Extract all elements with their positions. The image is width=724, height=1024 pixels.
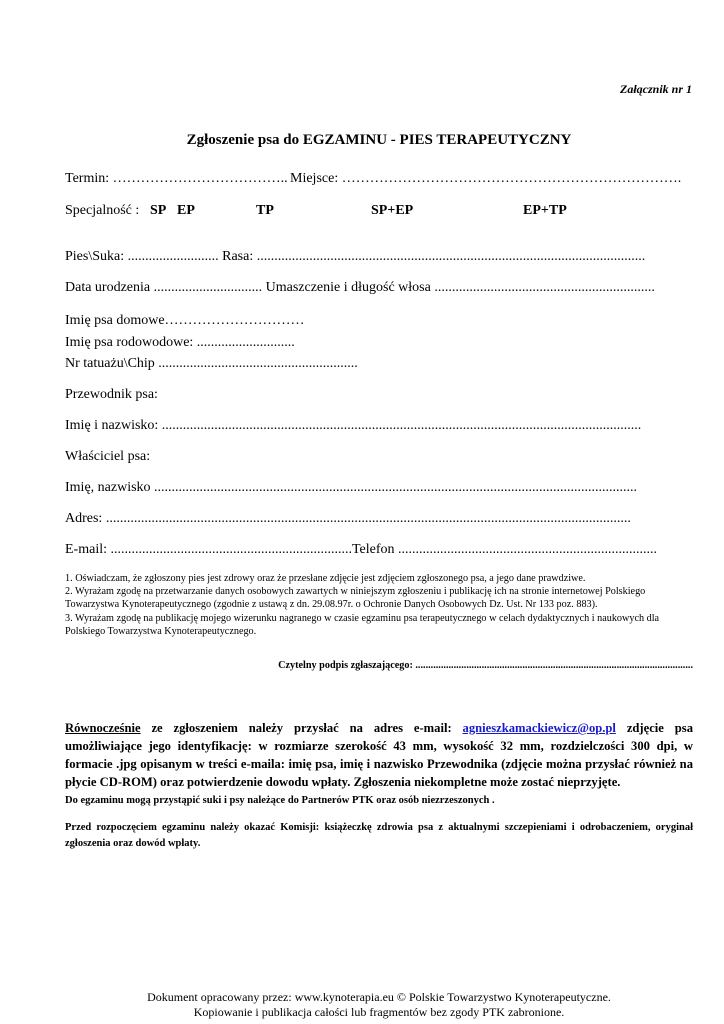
imie-rodowodowe-field[interactable]: Imię psa rodowodowe: ............................ bbox=[65, 335, 295, 350]
spec-option-sp-ep[interactable]: SP+EP bbox=[371, 203, 414, 218]
spec-option-sp[interactable]: SP bbox=[150, 203, 167, 218]
miejsce-field[interactable]: Miejsce: ………………………………………………………………. bbox=[290, 171, 682, 186]
termin-field[interactable]: Termin: ……………………………….. bbox=[65, 171, 288, 186]
przewodnik-label: Przewodnik psa: bbox=[65, 387, 158, 402]
spec-option-ep[interactable]: EP bbox=[177, 203, 195, 218]
tatuaz-chip-field[interactable]: Nr tatuażu\Chip ......................................................... bbox=[65, 356, 358, 371]
instructions-text-after-email: zdjęcie psa umożliwiające jego identyfikację: w rozmiarze szerokość 43 mm, wysokość 32 mm, rozdzielczości 300 dpi, w formacie .jpg opisanym w treści e-maila: imię psa, imię i nazwisko Przewodnika (zdjęcie można przysłać również na płycie CD-ROM) oraz potwierdzenie dowodu wpłaty. Zgłoszenia niekompletne może zostać nieprzyjęte. bbox=[65, 721, 693, 789]
adres-field[interactable]: Adres: ...................................................................................................................................................... bbox=[65, 511, 631, 526]
spec-option-tp[interactable]: TP bbox=[256, 203, 274, 218]
pies-suka-rasa-field[interactable]: Pies\Suka: .......................... Rasa: ............................................................................................................... bbox=[65, 249, 646, 264]
footer-line-1: Dokument opracowany przez: www.kynoterapia.eu © Polskie Towarzystwo Kynoterapeutyczne. bbox=[147, 990, 611, 1004]
eligibility-note: Do egzaminu mogą przystąpić suki i psy należące do Partnerów PTK oraz osób niezrzeszonych . bbox=[65, 795, 495, 806]
data-urodzenia-field[interactable]: Data urodzenia ............................... Umaszczenie i długość włosa ............................................................... bbox=[65, 280, 655, 295]
page-title: Zgłoszenie psa do EGZAMINU - PIES TERAPEUTYCZNY bbox=[186, 132, 572, 148]
declaration-3: 3. Wyrażam zgodę na publikację mojego wizerunku nagranego w czasie egzaminu psa terapeutycznego w celach dydaktycznych i naukowych dla Polskiego Towarzystwa Kynoterapeutycznego. bbox=[65, 612, 660, 637]
spec-option-ep-tp[interactable]: EP+TP bbox=[523, 203, 567, 218]
specjalnosc-label: Specjalność : bbox=[65, 203, 140, 218]
required-documents-note: Przed rozpoczęciem egzaminu należy okazać Komisji: książeczkę zdrowia psa z aktualnymi szczepieniami i odrobaczeniem, oryginał zgłoszenia oraz dowód wpłaty. bbox=[65, 822, 693, 849]
wlasciciel-label: Właściciel psa: bbox=[65, 449, 151, 464]
declaration-1: 1. Oświadczam, że zgłoszony pies jest zdrowy oraz że przesłane zdjęcie jest zdjęciem zgłoszonego psa, a jego dane prawdziwe. bbox=[65, 573, 586, 584]
przewodnik-imie-field[interactable]: Imię i nazwisko: ......................................................................................................................................... bbox=[65, 418, 642, 433]
declaration-2: 2. Wyrażam zgodę na przetwarzanie danych osobowych zawartych w niniejszym zgłoszeniu i publikację ich na stronie internetowej Polskiego Towarzystwa Kynoterapeutycznego (zgodnie z ustawą z dn. 29.08.97r. o Ochronie Danych Osobowych Dz. Ust. Nr 133 poz. 883). bbox=[65, 586, 646, 611]
instructions-paragraph bbox=[65, 719, 693, 791]
instructions-text-before-email: ze zgłoszeniem należy przysłać na adres e-mail: bbox=[140, 721, 463, 735]
signature-line[interactable]: Czytelny podpis zgłaszającego: ............................................................................................................. bbox=[278, 660, 693, 671]
contact-email-link[interactable]: agnieszkamackiewicz@op.pl bbox=[462, 721, 616, 735]
footer-line-2: Kopiowanie i publikacja całości lub fragmentów bez zgody PTK zabronione. bbox=[193, 1005, 565, 1019]
imie-domowe-field[interactable]: Imię psa domowe………………………… bbox=[65, 313, 305, 328]
declarations bbox=[65, 572, 693, 638]
instructions-lead: Równocześnie bbox=[65, 721, 141, 735]
wlasciciel-imie-field[interactable]: Imię, nazwisko .......................................................................................................................................... bbox=[65, 480, 638, 495]
email-telefon-field[interactable]: E-mail: .....................................................................Telefon .......................................................................... bbox=[65, 542, 658, 557]
annex-label: Załącznik nr 1 bbox=[619, 82, 692, 96]
